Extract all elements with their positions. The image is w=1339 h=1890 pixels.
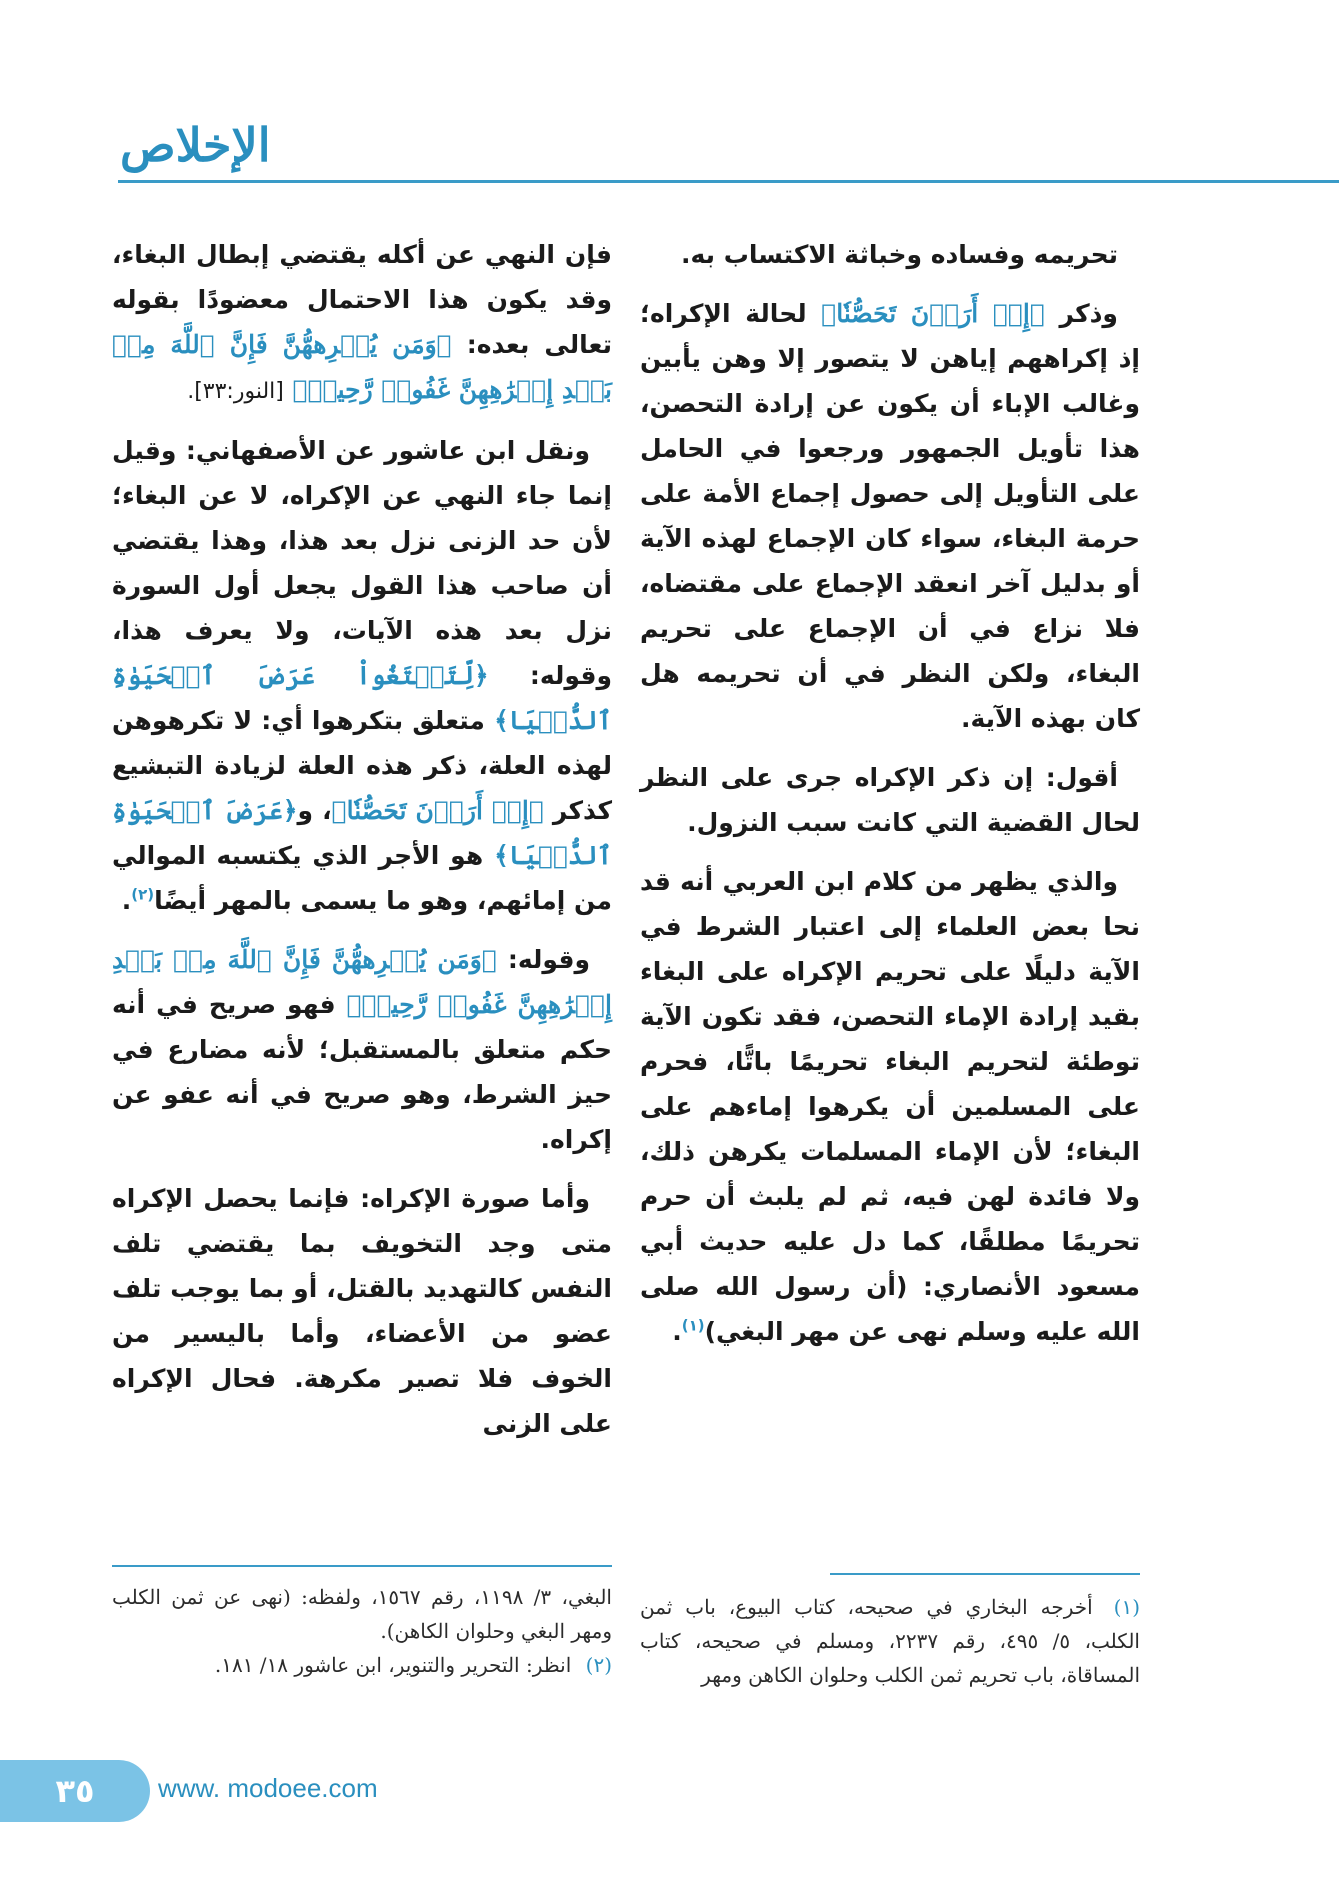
paragraph	[640, 291, 1140, 741]
quran-verse: ﴿وَمَن يُكۡرِههُّنَّ فَإِنَّ ٱللَّهَ مِنۢ بَعۡدِ إِكۡرَٰهِهِنَّ غَفُورٞ رَّحِيمٞ﴾	[112, 330, 612, 404]
text: ، و	[297, 796, 332, 825]
text: .	[672, 1317, 682, 1346]
text: أقول: إن ذكر الإكراه جرى على النظر لحال القضية التي كانت سبب النزول.	[640, 763, 1140, 837]
paragraph	[112, 428, 612, 923]
right-column	[640, 232, 1140, 1532]
verse-reference: [النور:٣٣].	[187, 379, 284, 404]
paragraph	[640, 755, 1140, 845]
footnote-number: (١)	[1113, 1595, 1140, 1619]
page-title: الإخلاص	[120, 118, 271, 172]
footnote-text: أخرجه البخاري في صحيحه، كتاب البيوع، باب ثمن الكلب، ٥/ ٤٩٥، رقم ٢٢٣٧، ومسلم في صحيحه، كتاب المساقاة، باب تحريم ثمن الكلب وحلوان الكاهن ومهر	[640, 1595, 1140, 1687]
page-number: ٣٥	[0, 1760, 150, 1822]
text: والذي يظهر من كلام ابن العربي أنه قد نحا بعض العلماء إلى اعتبار الشرط في الآية دليلًا على تحريم الإكراه على البغاء بقيد إرادة الإماء التحصن، فقد تكون الآية توطئة لتحريم البغاء تحريمًا باتًّا، فحرم على المسلمين أن يكرهوا إماءهم على البغاء؛ لأن الإماء المسلمات يكرهن ذلك، ولا فائدة لهن فيه، ثم لم يلبث أن حرم تحريمًا مطلقًا، كما دل عليه حديث أبي مسعود الأنصاري: (أن رسول الله صلى الله عليه وسلم نهى عن مهر البغي)	[640, 867, 1140, 1346]
footnote-text: البغي، ٣/ ١١٩٨، رقم ١٥٦٧، ولفظه: (نهى عن ثمن الكلب ومهر البغي وحلوان الكاهن).	[112, 1585, 612, 1643]
text: تحريمه وفساده وخباثة الاكتساب به.	[680, 240, 1118, 269]
paragraph	[112, 232, 612, 414]
footnote-number: (٢)	[585, 1653, 612, 1677]
website-link[interactable]: www. modoee.com	[158, 1773, 378, 1803]
quran-verse: ﴿إِنۡ أَرَدۡنَ تَحَصُّنٗا﴾	[331, 796, 544, 825]
header-divider	[118, 180, 1339, 183]
paragraph	[112, 1176, 612, 1446]
left-column	[112, 232, 612, 1472]
footnote	[640, 1590, 1140, 1692]
text: لحالة الإكراه؛ إذ إكراههم إياهن لا يتصور إلا وهن يأبين وغالب الإباء أن يكون عن إرادة التحصن، هذا تأويل الجمهور ورجعوا في الحامل على التأويل إلى حصول إجماع الأمة على حرمة البغاء، سواء كان الإجماع لهذه الآية أو بدليل آخر انعقد الإجماع على مقتضاه، فلا نزاع في أن الإجماع على تحريم البغاء، ولكن النظر في أن تحريمه هل كان بهذه الآية.	[640, 299, 1140, 733]
footnote-divider	[112, 1565, 612, 1567]
text: .	[121, 886, 132, 915]
quran-verse: ﴿إِنۡ أَرَدۡنَ تَحَصُّنٗا﴾	[821, 299, 1045, 328]
text: وأما صورة الإكراه: فإنما يحصل الإكراه متى وجد التخويف بما يقتضي تلف النفس كالتهديد بالقتل، أو بما يوجب تلف عضو من الأعضاء، وأما باليسير من الخوف فلا تصير مكرهة. فحال الإكراه على الزنى	[112, 1184, 612, 1438]
text: فإن النهي عن أكله يقتضي إبطال البغاء، وقد يكون هذا الاحتمال معضودًا بقوله تعالى بعده:	[112, 240, 612, 359]
quran-verse: ﴿عَرَضَ ٱلۡحَيَوٰةِ ٱلدُّنۡيَا﴾	[112, 796, 612, 870]
text: فهو صريح في أنه حكم متعلق بالمستقبل؛ لأنه مضارع في حيز الشرط، وهو صريح في أنه عفو عن إكراه.	[112, 990, 612, 1154]
text: هو الأجر الذي يكتسبه الموالي من إمائهم، وهو ما يسمى بالمهر أيضًا	[112, 841, 612, 915]
footnote	[112, 1580, 612, 1682]
text: وذكر	[1059, 299, 1118, 328]
text: متعلق بتكرهوا أي: لا تكرهوهن لهذه العلة، ذكر هذه العلة لزيادة التبشيع كذكر	[112, 706, 612, 825]
paragraph	[640, 859, 1140, 1354]
quran-verse: ﴿لِّتَبۡتَغُواْ عَرَضَ ٱلۡحَيَوٰةِ ٱلدُّنۡيَا﴾	[112, 661, 612, 735]
paragraph	[112, 937, 612, 1162]
footnote-divider	[830, 1573, 1140, 1575]
text: وقوله:	[507, 945, 590, 974]
footnote-marker[interactable]: (٢)	[131, 885, 155, 904]
paragraph	[640, 232, 1140, 277]
text: ونقل ابن عاشور عن الأصفهاني: وقيل إنما جاء النهي عن الإكراه، لا عن البغاء؛ لأن حد الزنى نزل بعد هذا، وهذا يقتضي أن صاحب هذا القول يجعل أول السورة نزل بعد هذه الآيات، ولا يعرف هذا، وقوله:	[112, 436, 612, 690]
quran-verse: ﴿وَمَن يُكۡرِههُّنَّ فَإِنَّ ٱللَّهَ مِنۢ بَعۡدِ إِكۡرَٰهِهِنَّ غَفُورٞ رَّحِيمٞ﴾	[112, 945, 612, 1019]
footnote-text: انظر: التحرير والتنوير، ابن عاشور ١٨/ ١٨١.	[214, 1653, 572, 1677]
footnote-marker[interactable]: (١)	[681, 1316, 705, 1335]
